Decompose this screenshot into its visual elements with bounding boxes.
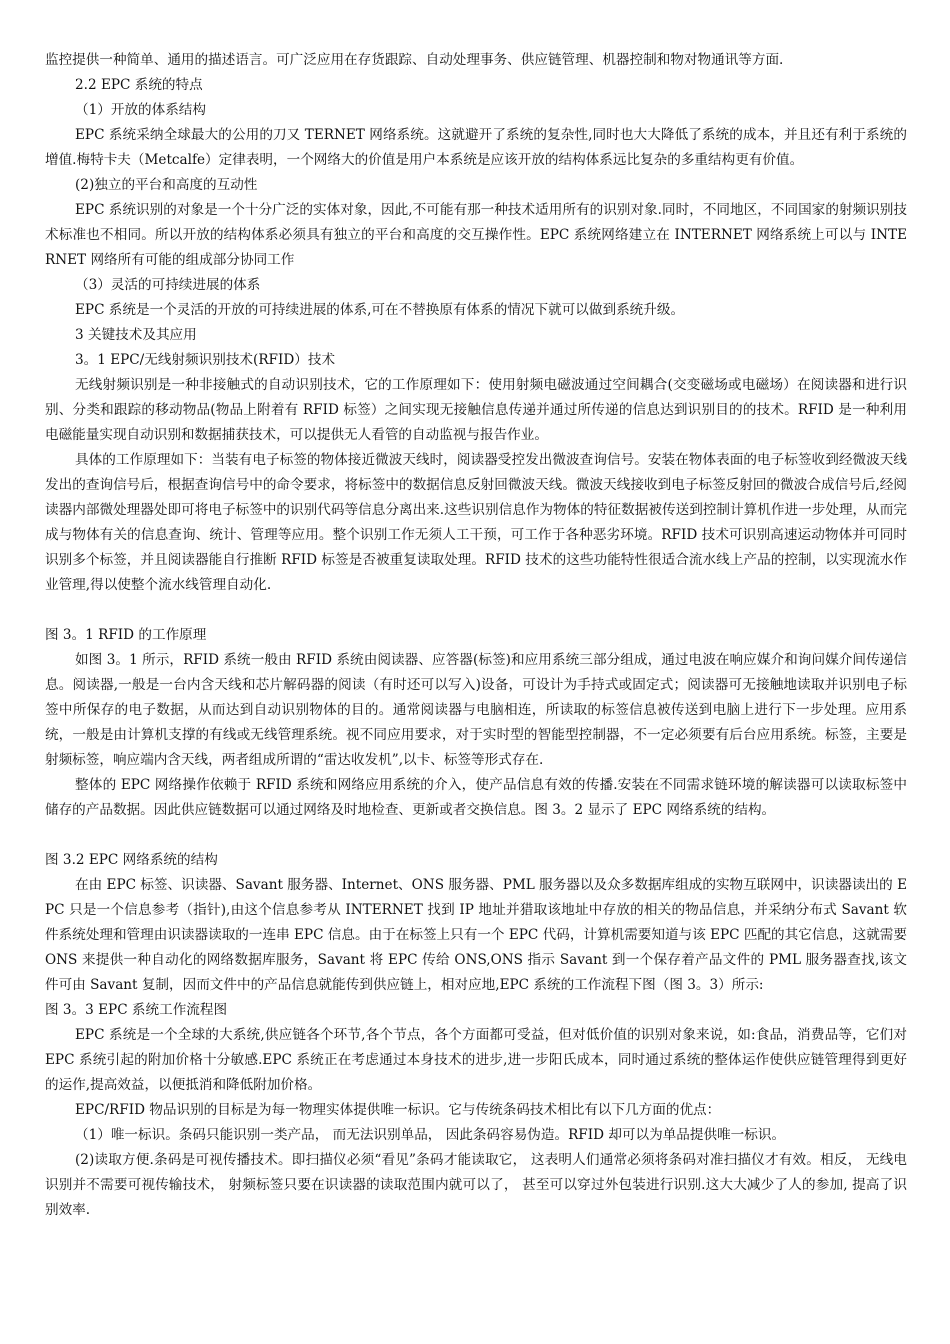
- subheading-open-architecture: （1）开放的体系结构: [75, 102, 206, 118]
- figure-caption-3-3: 图 3。3 EPC 系统工作流程图: [45, 1002, 228, 1018]
- subheading-independent-platform: (2)独立的平台和高度的互动性: [75, 177, 258, 193]
- paragraph-rfid-components: 如图 3。1 所示，RFID 系统一般由 RFID 系统由阅读器、应答器(标签)和应用系统三部分组成，通过电波在响应媒介和询问媒介间传递信息。阅读器,一般是一台内含天线和芯片解码器的阅读（有时还可以写入)设备，可设计为手持式或固定式；阅读器可无接触地读取并识别电子标签中所保存的电子数据，从而达到自动识别物体的目的。通常阅读器与电脑相连，所读取的标签信息被传送到电脑上进行下一步处理。应用系统，一般是由计算机支撑的有线或无线管理系统。视不同应用要求，对于实时型的智能型控制器，不一定必须要有后台应用系统。标签，主要是射频标签，响应端内含天线，两者组成所谓的“雷达收发机”,以卡、标签等形式存在.: [45, 652, 907, 768]
- paragraph-advantages-intro: EPC/RFID 物品识别的目标是为每一物理实体提供唯一标识。它与传统条码技术相比有以下几方面的优点：: [75, 1102, 721, 1118]
- paragraph-global-system: EPC 系统是一个全球的大系统,供应链各个环节,各个节点，各个方面都可受益，但对低价值的识别对象来说，如:食品，消费品等，它们对 EPC 系统引起的附加价格十分敏感.EPC 系统正在考虑通过本身技术的进步,进一步阳氏成本，同时通过系统的整体运作使供应链管理得到更好的运作,提高效益，以便抵消和降低附加价格。: [45, 1027, 907, 1093]
- figure-placeholder-3-2: [45, 823, 907, 848]
- section-heading-3: 3 关键技术及其应用: [75, 327, 197, 343]
- paragraph-intro-continued: 监控提供一种简单、通用的描述语言。可广泛应用在存货跟踪、自动处理事务、供应链管理、机器控制和物对物通讯等方面.: [45, 52, 784, 68]
- figure-placeholder-3-1: [45, 598, 907, 623]
- figure-caption-3-2: 图 3.2 EPC 网络系统的结构: [45, 852, 218, 868]
- subheading-flexible-system: （3）灵活的可持续进展的体系: [75, 277, 261, 293]
- document-page: [45, 48, 907, 1223]
- paragraph-epc-network: 整体的 EPC 网络操作依赖于 RFID 系统和网络应用系统的介入，使产品信息有效的传播.安装在不同需求链环境的解读器可以读取标签中储存的产品数据。因此供应链数据可以通过网络及时地检查、更新或者交换信息。图 3。2 显示了 EPC 网络系统的结构。: [45, 777, 907, 818]
- paragraph-rfid-working: 具体的工作原理如下：当装有电子标签的物体接近微波天线时，阅读器受控发出微波查询信号。安装在物体表面的电子标签收到经微波天线发出的查询信号后，根据查询信号中的命令要求，将标签中的数据信息反射回微波天线。微波天线接收到电子标签反射回的微波合成信号后,经阅读器内部微处理器处即可将电子标签中的识别代码等信息分离出来.这些识别信息作为物体的特征数据被传送到控制计算机作进一步处理，从而完成与物体有关的信息查询、统计、管理等应用。整个识别工作无须人工干预，可工作于各种恶劣环境。RFID 技术可识别高速运动物体并可同时识别多个标签，并且阅读器能自行推断 RFID 标签是否被重复读取处理。RFID 技术的这些功能特性很适合流水线上产品的控制，以实现流水作业管理,得以使整个流水线管理自动化.: [45, 452, 907, 593]
- paragraph-easy-reading: (2)读取方便.条码是可视传播技术。即扫描仪必须“看见”条码才能读取它， 这表明人们通常必须将条码对准扫描仪才有效。相反， 无线电识别并不需要可视传输技术， 射频标签只要在识读器的读取范围内就可以了， 甚至可以穿过外包装进行识别.这大大减少了人的参加, 提高了识别效率.: [45, 1152, 907, 1218]
- paragraph-rfid-definition: 无线射频识别是一种非接触式的自动识别技术，它的工作原理如下：使用射频电磁波通过空间耦合(交变磁场或电磁场）在阅读器和进行识别、分类和跟踪的移动物品(物品上附着有 RFID 标签）之间实现无接触信息传递并通过所传递的信息达到识别目的的技术。RFID 是一种利用电磁能量实现自动识别和数据捕获技术，可以提供无人看管的自动监视与报告作业。: [45, 377, 907, 443]
- paragraph-open-architecture: EPC 系统采纳全球最大的公用的刀又 TERNET 网络系统。这就避开了系统的复杂性,同时也大大降低了系统的成本，并且还有利于系统的增值.梅特卡夫（Metcalfe）定律表明，一个网络大的价值是用户本系统是应该开放的结构体系远比复杂的多重结构更有价值。: [45, 127, 907, 168]
- paragraph-unique-id: （1）唯一标识。条码只能识别一类产品， 而无法识别单品， 因此条码容易伪造。RFID 却可以为单品提供唯一标识。: [75, 1127, 786, 1143]
- figure-caption-3-1: 图 3。1 RFID 的工作原理: [45, 627, 207, 643]
- paragraph-independent-platform: EPC 系统识别的对象是一个十分广泛的实体对象，因此,不可能有那一种技术适用所有的识别对象.同时，不同地区，不同国家的射频识别技术标准也不相同。所以开放的结构体系必须具有独立的平台和高度的交互操作性。EPC 系统网络建立在 INTERNET 网络系统上可以与 INTERNET 网络所有可能的组成部分协同工作: [45, 202, 907, 268]
- section-heading-3-1: 3。1 EPC/无线射频识别技术(RFID）技术: [75, 352, 336, 368]
- section-heading-2-2: 2.2 EPC 系统的特点: [75, 77, 203, 93]
- paragraph-internet-of-things: 在由 EPC 标签、识读器、Savant 服务器、Internet、ONS 服务器、PML 服务器以及众多数据库组成的实物互联网中，识读器读出的 EPC 只是一个信息参考（指针),由这个信息参考从 INTERNET 找到 IP 地址并猎取该地址中存放的相关的物品信息，并采纳分布式 Savant 软件系统处理和管理由识读器读取的一连串 EPC 信息。由于在标签上只有一个 EPC 代码，计算机需要知道与该 EPC 匹配的其它信息，这就需要 ONS 来提供一种自动化的网络数据库服务，Savant 将 EPC 传给 ONS,ONS 指示 Savant 到一个保存着产品文件的 PML 服务器查找,该文件可由 Savant 复制，因而文件中的产品信息就能传到供应链上，相对应地,EPC 系统的工作流程下图（图 3。3）所示:: [45, 877, 907, 993]
- paragraph-flexible-system: EPC 系统是一个灵活的开放的可持续进展的体系,可在不替换原有体系的情况下就可以做到系统升级。: [75, 302, 685, 318]
